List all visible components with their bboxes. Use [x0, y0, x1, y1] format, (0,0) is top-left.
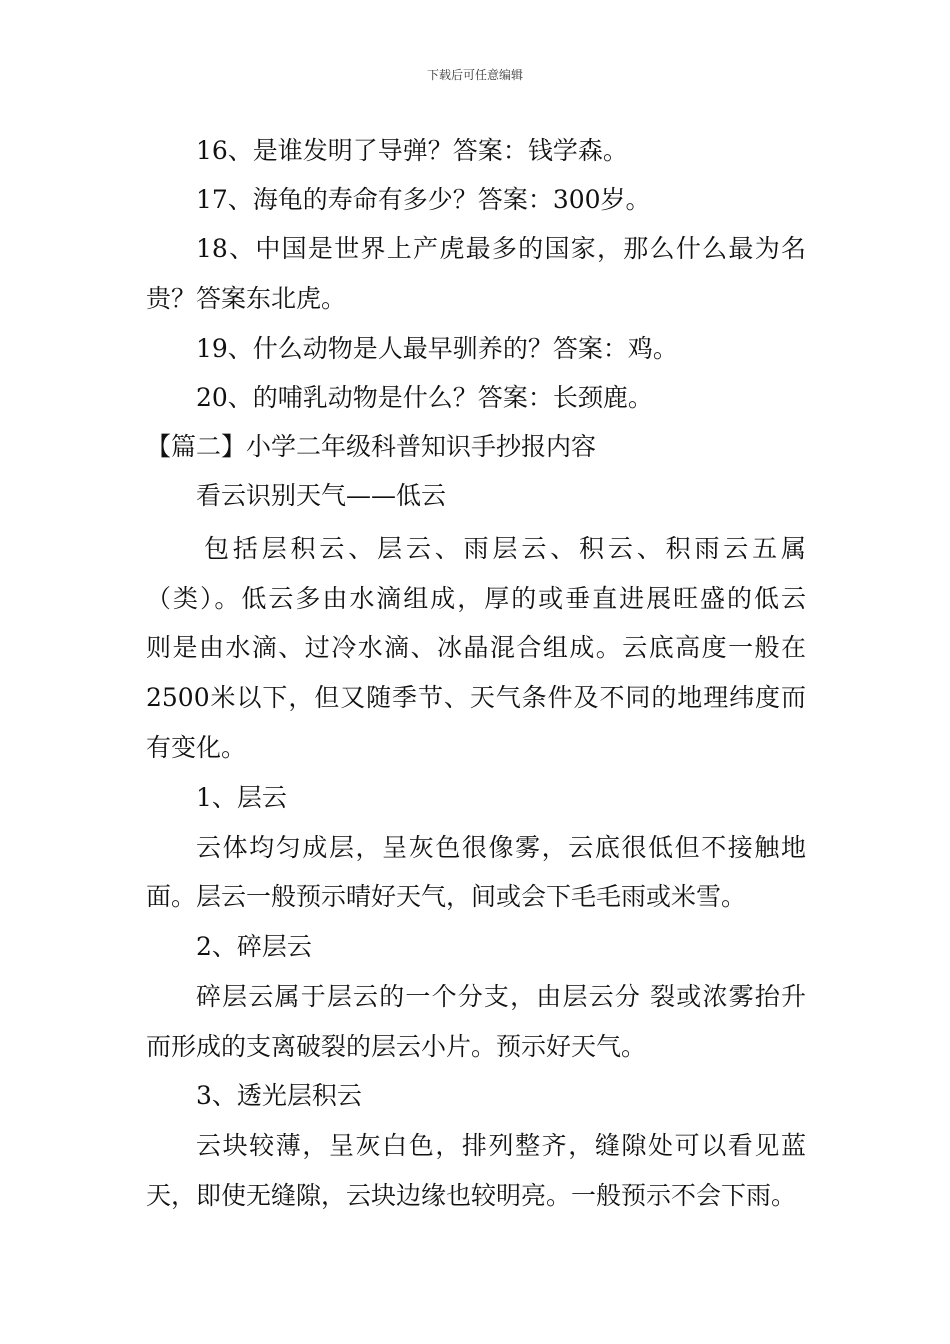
paragraph-line: 天，即使无缝隙，云块边缘也较明亮。一般预示不会下雨。 — [146, 1181, 797, 1210]
item-heading: 2、碎层云 — [196, 932, 312, 961]
paragraph-line: 碎层云属于层云的一个分支，由层云分 裂或浓雾抬升 — [196, 982, 806, 1011]
paragraph-line: 云体均匀成层，呈灰色很像雾，云底很低但不接触地 — [196, 833, 806, 862]
item-heading: 3、透光层积云 — [196, 1081, 362, 1110]
item-heading: 1、层云 — [196, 783, 287, 812]
paragraph-line: 云块较薄，呈灰白色，排列整齐，缝隙处可以看见蓝 — [196, 1131, 806, 1160]
paragraph-line: 2500米以下，但又随季节、天气条件及不同的地理纬度而 — [146, 683, 806, 712]
text-line-q20: 20、的哺乳动物是什么？答案：长颈鹿。 — [196, 383, 653, 412]
paragraph-line: 则是由水滴、过冷水滴、冰晶混合组成。云底高度一般在 — [146, 633, 806, 662]
text-line-q18-cont: 贵？答案东北虎。 — [146, 284, 347, 313]
text-line-q19: 19、什么动物是人最早驯养的？答案：鸡。 — [196, 334, 678, 363]
page-header: 下载后可任意编辑 — [426, 68, 523, 82]
text-line-q18: 18、中国是世界上产虎最多的国家，那么什么最为名 — [196, 234, 806, 263]
paragraph-line: 面。层云一般预示晴好天气，间或会下毛毛雨或米雪。 — [146, 882, 747, 911]
paragraph-line: 有变化。 — [146, 733, 247, 762]
text-line-q16: 16、是谁发明了导弹？答案：钱学森。 — [196, 136, 628, 165]
subsection-title: 看云识别天气——低云 — [196, 481, 447, 510]
paragraph-line: （类）。低云多由水滴组成，厚的或垂直进展旺盛的低云 — [146, 584, 806, 613]
paragraph-line: 而形成的支离破裂的层云小片。预示好天气。 — [146, 1032, 647, 1061]
section-heading: 【篇二】小学二年级科普知识手抄报内容 — [146, 432, 597, 461]
text-line-q17: 17、海龟的寿命有多少？答案：300岁。 — [196, 185, 651, 214]
paragraph-line: 包括层积云、层云、雨层云、积云、积雨云五属 — [204, 534, 806, 563]
